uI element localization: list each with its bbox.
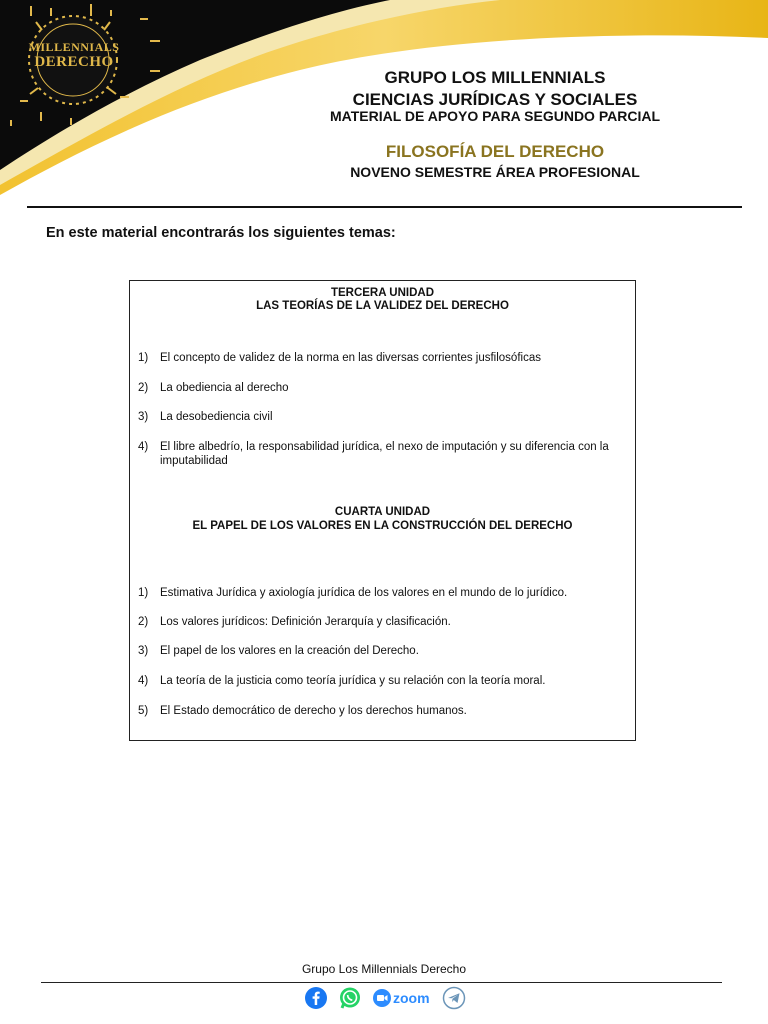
list-item (138, 586, 618, 600)
unit-3-label: TERCERA UNIDAD (330, 287, 435, 299)
footer-divider (41, 982, 722, 983)
list-item (138, 351, 618, 365)
item-text: El concepto de validez de la norma en las diversas corrientes jusfilosóficas (160, 352, 541, 364)
unit-4-title: EL PAPEL DE LOS VALORES EN LA CONSTRUCCIÓN DEL DERECHO (192, 520, 573, 532)
item-number: 4) (138, 441, 149, 453)
header-material: MATERIAL DE APOYO PARA SEGUNDO PARCIAL (329, 108, 661, 124)
item-text: Los valores jurídicos: Definición Jerarquía y clasificación. (160, 616, 451, 628)
telegram-icon[interactable] (442, 986, 466, 1010)
list-item (138, 674, 618, 688)
intro-text: En este material encontrarás los siguientes temas: (46, 225, 396, 241)
topics-box (129, 280, 636, 741)
header-title: GRUPO LOS MILLENNIALS (384, 68, 606, 87)
item-text: La obediencia al derecho (160, 382, 289, 394)
logo-text-top: MILLENNIALS (28, 40, 120, 54)
item-number: 1) (138, 352, 149, 364)
item-text: La desobediencia civil (160, 411, 273, 423)
semester-label: NOVENO SEMESTRE ÁREA PROFESIONAL (350, 164, 640, 180)
item-number: 3) (138, 645, 149, 657)
logo-text-bottom: DERECHO (34, 54, 114, 70)
zoom-icon[interactable] (372, 986, 434, 1010)
item-text: El libre albedrío, la responsabilidad jurídica, el nexo de imputación y su diferencia con la imputabilidad (160, 441, 609, 467)
whatsapp-icon[interactable] (338, 986, 362, 1010)
item-number: 5) (138, 705, 149, 717)
facebook-icon[interactable] (304, 986, 328, 1010)
list-item (138, 381, 618, 395)
header-subtitle: CIENCIAS JURÍDICAS Y SOCIALES (352, 90, 638, 109)
item-number: 4) (138, 675, 149, 687)
unit-4-label: CUARTA UNIDAD (334, 506, 431, 518)
list-item (138, 615, 618, 629)
item-number: 2) (138, 616, 149, 628)
list-item (138, 440, 618, 468)
list-item (138, 704, 618, 718)
header-divider (27, 206, 742, 208)
item-number: 2) (138, 382, 149, 394)
item-text: El Estado democrático de derecho y los derechos humanos. (160, 705, 467, 717)
footer-text: Grupo Los Millennials Derecho (301, 962, 467, 976)
subject-title: FILOSOFÍA DEL DERECHO (385, 142, 605, 161)
item-number: 1) (138, 587, 149, 599)
item-text: La teoría de la justicia como teoría jurídica y su relación con la teoría moral. (160, 675, 546, 687)
unit-3-title: LAS TEORÍAS DE LA VALIDEZ DEL DERECHO (256, 300, 509, 312)
list-item (138, 644, 618, 658)
list-item (138, 410, 618, 424)
item-number: 3) (138, 411, 149, 423)
zoom-label: zoom (393, 990, 430, 1006)
item-text: El papel de los valores en la creación del Derecho. (160, 645, 419, 657)
item-text: Estimativa Jurídica y axiología jurídica de los valores en el mundo de lo jurídico. (160, 587, 568, 599)
